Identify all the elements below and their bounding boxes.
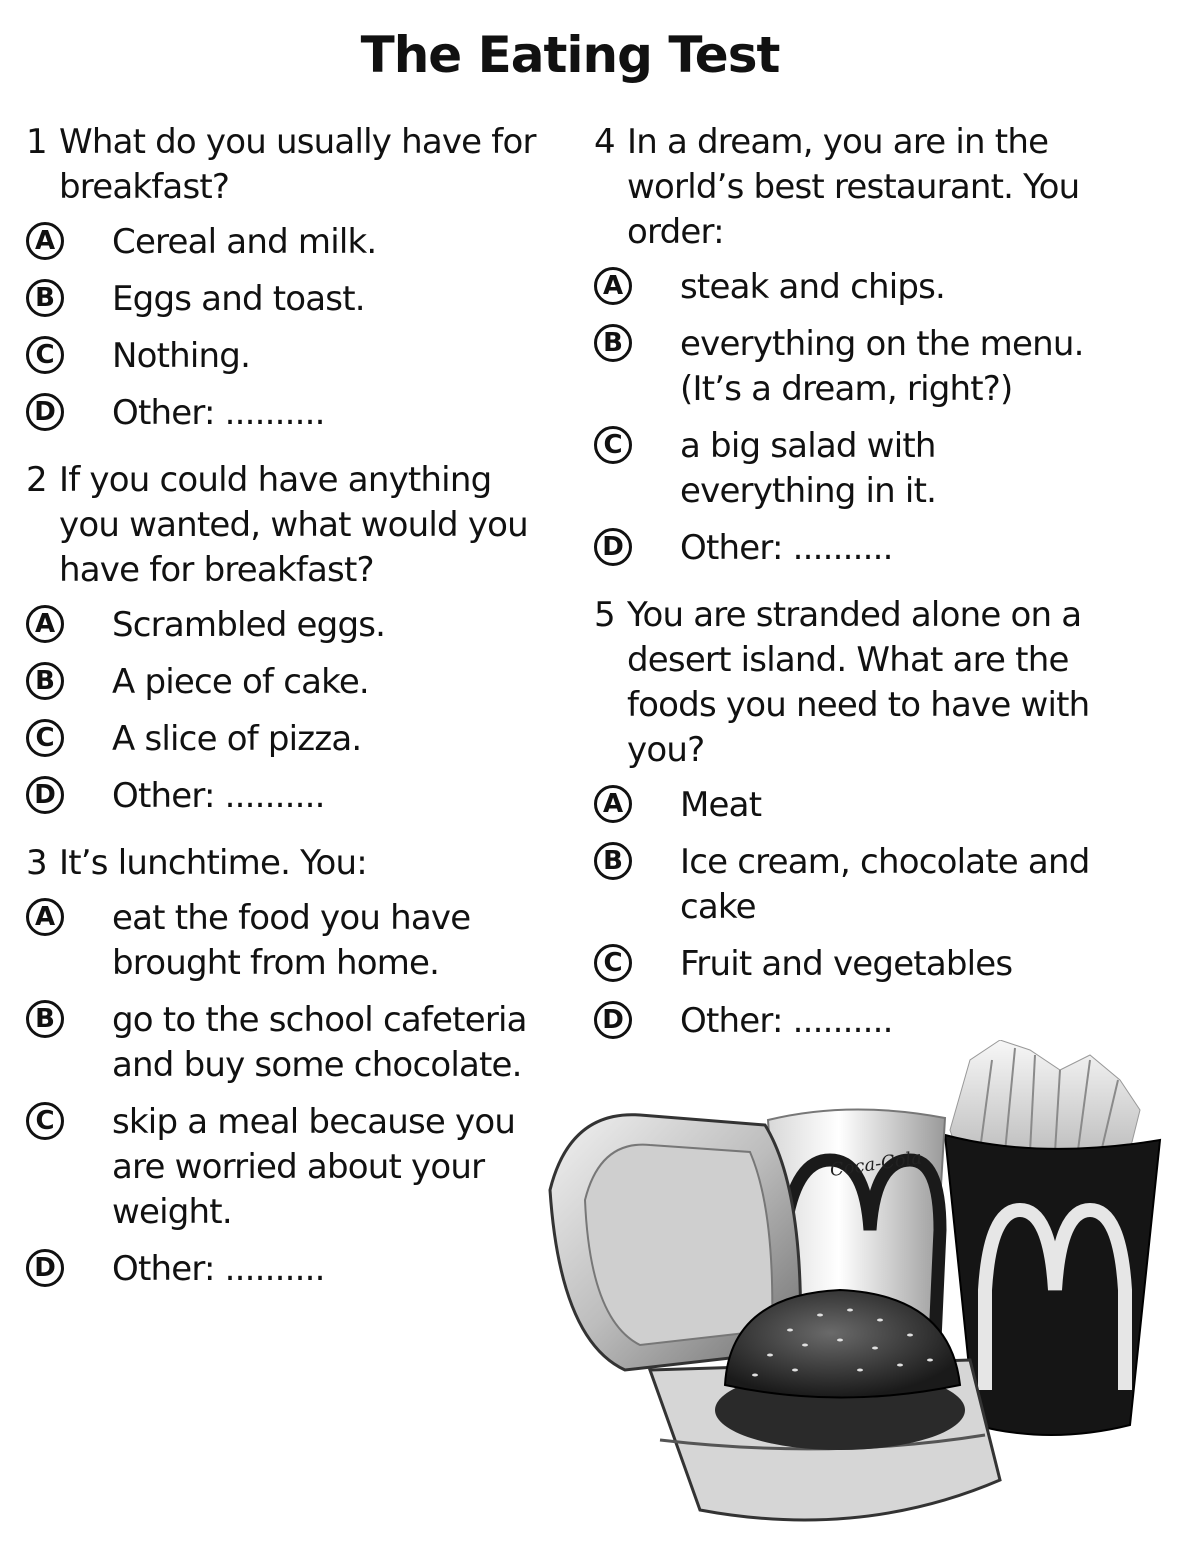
option-text: Other: ..........	[680, 528, 893, 568]
option-2d[interactable]	[26, 774, 546, 819]
option-3a[interactable]	[26, 896, 546, 986]
question-number: 1	[26, 122, 47, 162]
question-4-prompt	[594, 120, 1114, 255]
option-text: Nothing.	[112, 336, 251, 376]
option-text: steak and chips.	[680, 267, 946, 307]
option-1d[interactable]	[26, 391, 546, 436]
option-text: Other: ..........	[680, 1001, 893, 1041]
question-text: You are stranded alone on a desert island. What are the foods you need to have with you?	[627, 595, 1090, 770]
option-text: Other: ..........	[112, 776, 325, 816]
option-letter-circle[interactable]: A	[26, 898, 64, 936]
option-4a[interactable]	[594, 265, 1114, 310]
question-number: 4	[594, 122, 615, 162]
option-text: Scrambled eggs.	[112, 605, 386, 645]
option-1c[interactable]	[26, 334, 546, 379]
question-text: It’s lunchtime. You:	[59, 843, 367, 883]
cola-logo-text: Coca-Cola	[828, 1147, 924, 1182]
option-2a[interactable]	[26, 603, 546, 648]
option-text: skip a meal because you are worried about your weight.	[112, 1102, 516, 1232]
option-5d[interactable]	[594, 999, 1114, 1044]
question-3-prompt	[26, 841, 546, 886]
option-letter-circle[interactable]: A	[594, 267, 632, 305]
option-5c[interactable]	[594, 942, 1114, 987]
question-5	[594, 593, 1114, 1044]
fast-food-meal-image	[530, 1040, 1170, 1540]
option-5b[interactable]	[594, 840, 1114, 930]
question-1	[26, 120, 546, 436]
option-text: Other: ..........	[112, 393, 325, 433]
option-3d[interactable]	[26, 1247, 546, 1292]
option-5a[interactable]	[594, 783, 1114, 828]
option-1b[interactable]	[26, 277, 546, 322]
question-text: What do you usually have for breakfast?	[59, 122, 536, 207]
question-text: In a dream, you are in the world’s best restaurant. You order:	[627, 122, 1080, 252]
question-number: 2	[26, 460, 47, 500]
option-letter-circle[interactable]: C	[26, 719, 64, 757]
option-letter-circle[interactable]: B	[594, 324, 632, 362]
option-letter-circle[interactable]: D	[26, 393, 64, 431]
option-2b[interactable]	[26, 660, 546, 705]
option-letter-circle[interactable]: D	[594, 1001, 632, 1039]
question-2	[26, 458, 546, 819]
option-letter-circle[interactable]: B	[26, 279, 64, 317]
option-text: everything on the menu. (It’s a dream, right?)	[680, 324, 1084, 409]
question-number: 5	[594, 595, 615, 635]
option-2c[interactable]	[26, 717, 546, 762]
option-letter-circle[interactable]: D	[594, 528, 632, 566]
option-letter-circle[interactable]: B	[26, 1000, 64, 1038]
option-text: Cereal and milk.	[112, 222, 377, 262]
option-text: Ice cream, chocolate and cake	[680, 842, 1090, 927]
question-number: 3	[26, 843, 47, 883]
option-text: A piece of cake.	[112, 662, 369, 702]
question-2-prompt	[26, 458, 546, 593]
right-column	[594, 120, 1114, 1066]
option-1a[interactable]	[26, 220, 546, 265]
option-text: Other: ..........	[112, 1249, 325, 1289]
option-4c[interactable]	[594, 424, 1114, 514]
fries-icon	[945, 1040, 1160, 1435]
left-column	[26, 120, 546, 1314]
option-4d[interactable]	[594, 526, 1114, 571]
option-letter-circle[interactable]: C	[594, 944, 632, 982]
option-text: eat the food you have brought from home.	[112, 898, 471, 983]
option-text: a big salad with everything in it.	[680, 426, 937, 511]
option-letter-circle[interactable]: B	[594, 842, 632, 880]
option-letter-circle[interactable]: A	[26, 222, 64, 260]
option-letter-circle[interactable]: C	[26, 336, 64, 374]
option-text: go to the school cafeteria and buy some chocolate.	[112, 1000, 527, 1085]
question-3	[26, 841, 546, 1292]
option-letter-circle[interactable]: B	[26, 662, 64, 700]
question-5-prompt	[594, 593, 1114, 773]
option-text: Fruit and vegetables	[680, 944, 1013, 984]
option-3b[interactable]	[26, 998, 546, 1088]
option-text: Eggs and toast.	[112, 279, 365, 319]
option-4b[interactable]	[594, 322, 1114, 412]
page-title: The Eating Test	[360, 26, 780, 84]
question-4	[594, 120, 1114, 571]
option-letter-circle[interactable]: D	[26, 1249, 64, 1287]
option-text: A slice of pizza.	[112, 719, 362, 759]
option-3c[interactable]	[26, 1100, 546, 1235]
option-letter-circle[interactable]: C	[594, 426, 632, 464]
question-1-prompt	[26, 120, 546, 210]
option-letter-circle[interactable]: C	[26, 1102, 64, 1140]
option-letter-circle[interactable]: A	[594, 785, 632, 823]
option-text: Meat	[680, 785, 762, 825]
option-letter-circle[interactable]: A	[26, 605, 64, 643]
option-letter-circle[interactable]: D	[26, 776, 64, 814]
question-text: If you could have anything you wanted, what would you have for breakfast?	[59, 460, 528, 590]
